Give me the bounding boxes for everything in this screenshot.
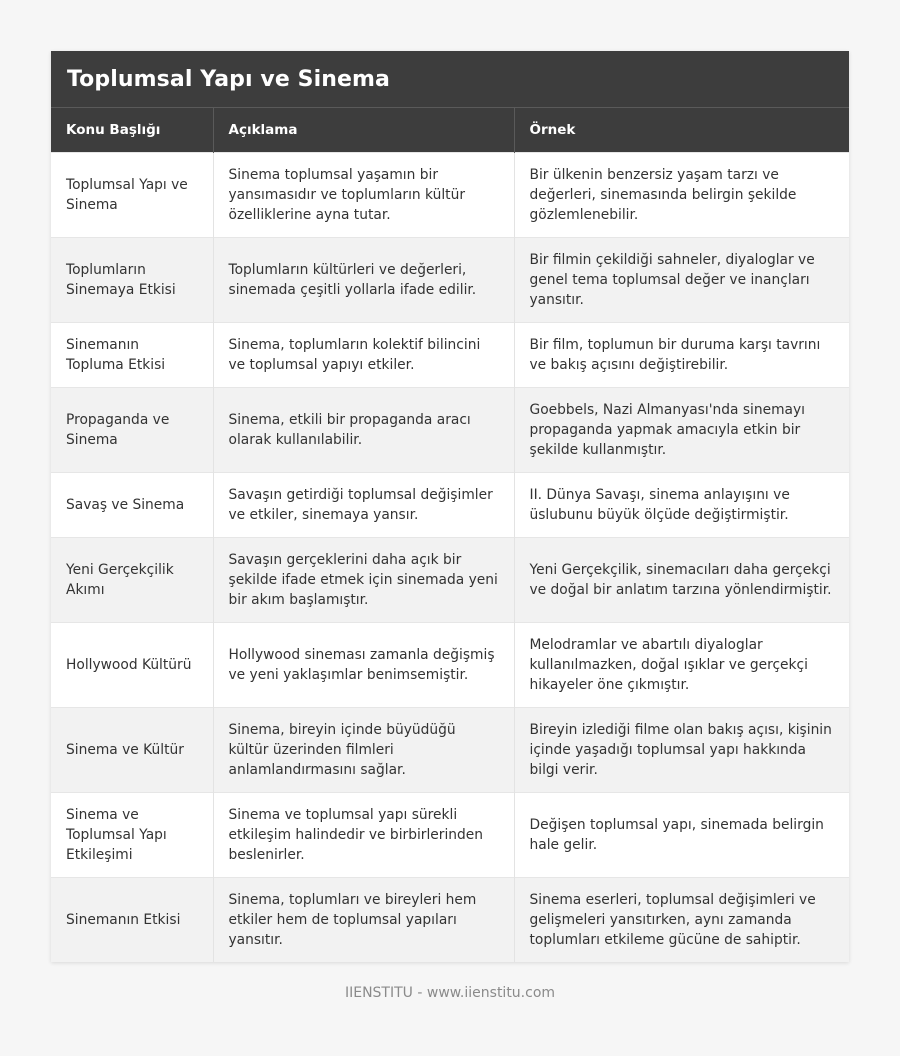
cell-topic: Sinema ve Kültür bbox=[51, 707, 213, 792]
table-header bbox=[51, 108, 849, 152]
table-row bbox=[51, 792, 849, 877]
cell-topic: Toplumların Sinemaya Etkisi bbox=[51, 237, 213, 322]
cell-example: Goebbels, Nazi Almanyası'nda sinemayı propaganda yapmak amacıyla etkin bir şekilde kullanmıştır. bbox=[514, 387, 849, 472]
cell-description: Sinema toplumsal yaşamın bir yansımasıdır ve toplumların kültür özelliklerine ayna tutar. bbox=[213, 152, 514, 237]
table-row bbox=[51, 322, 849, 387]
column-header-topic: Konu Başlığı bbox=[51, 108, 213, 152]
cell-topic: Propaganda ve Sinema bbox=[51, 387, 213, 472]
cell-topic: Sinemanın Etkisi bbox=[51, 877, 213, 962]
cell-example: Sinema eserleri, toplumsal değişimleri ve gelişmeleri yansıtırken, aynı zamanda toplumları etkileme gücüne de sahiptir. bbox=[514, 877, 849, 962]
page-title: Toplumsal Yapı ve Sinema bbox=[67, 66, 390, 92]
table-row bbox=[51, 707, 849, 792]
column-header-example: Örnek bbox=[514, 108, 849, 152]
cell-description: Savaşın getirdiği toplumsal değişimler ve etkiler, sinemaya yansır. bbox=[213, 472, 514, 537]
table-row bbox=[51, 877, 849, 962]
table-body bbox=[51, 152, 849, 962]
cell-example: Melodramlar ve abartılı diyaloglar kullanılmazken, doğal ışıklar ve gerçekçi hikayeler öne çıkmıştır. bbox=[514, 622, 849, 707]
table-row bbox=[51, 387, 849, 472]
cell-example: Bir film, toplumun bir duruma karşı tavrını ve bakış açısını değiştirebilir. bbox=[514, 322, 849, 387]
cell-description: Sinema, bireyin içinde büyüdüğü kültür üzerinden filmleri anlamlandırmasını sağlar. bbox=[213, 707, 514, 792]
cell-topic: Yeni Gerçekçilik Akımı bbox=[51, 537, 213, 622]
cell-description: Sinema, etkili bir propaganda aracı olarak kullanılabilir. bbox=[213, 387, 514, 472]
cell-topic: Sinemanın Topluma Etkisi bbox=[51, 322, 213, 387]
cell-topic: Hollywood Kültürü bbox=[51, 622, 213, 707]
cell-example: Bireyin izlediği filme olan bakış açısı, kişinin içinde yaşadığı toplumsal yapı hakkında bilgi verir. bbox=[514, 707, 849, 792]
cell-description: Savaşın gerçeklerini daha açık bir şekilde ifade etmek için sinemada yeni bir akım başlamıştır. bbox=[213, 537, 514, 622]
cell-example: Değişen toplumsal yapı, sinemada belirgin hale gelir. bbox=[514, 792, 849, 877]
data-table bbox=[51, 108, 849, 962]
table-row bbox=[51, 537, 849, 622]
header-row bbox=[51, 108, 849, 152]
cell-description: Sinema, toplumların kolektif bilincini ve toplumsal yapıyı etkiler. bbox=[213, 322, 514, 387]
cell-description: Sinema, toplumları ve bireyleri hem etkiler hem de toplumsal yapıları yansıtır. bbox=[213, 877, 514, 962]
cell-topic: Sinema ve Toplumsal Yapı Etkileşimi bbox=[51, 792, 213, 877]
column-header-description: Açıklama bbox=[213, 108, 514, 152]
cell-example: Bir filmin çekildiği sahneler, diyaloglar ve genel tema toplumsal değer ve inançları yansıtır. bbox=[514, 237, 849, 322]
table-row bbox=[51, 152, 849, 237]
table-row bbox=[51, 622, 849, 707]
cell-topic: Toplumsal Yapı ve Sinema bbox=[51, 152, 213, 237]
table-row bbox=[51, 472, 849, 537]
cell-example: Bir ülkenin benzersiz yaşam tarzı ve değerleri, sinemasında belirgin şekilde gözlemlenebilir. bbox=[514, 152, 849, 237]
cell-example: II. Dünya Savaşı, sinema anlayışını ve üslubunu büyük ölçüde değiştirmiştir. bbox=[514, 472, 849, 537]
table-row bbox=[51, 237, 849, 322]
table-card bbox=[51, 51, 849, 962]
cell-description: Hollywood sineması zamanla değişmiş ve yeni yaklaşımlar benimsemiştir. bbox=[213, 622, 514, 707]
cell-example: Yeni Gerçekçilik, sinemacıları daha gerçekçi ve doğal bir anlatım tarzına yönlendirmiştir. bbox=[514, 537, 849, 622]
title-bar bbox=[51, 51, 849, 108]
cell-description: Sinema ve toplumsal yapı sürekli etkileşim halindedir ve birbirlerinden beslenirler. bbox=[213, 792, 514, 877]
footer-credit: IIENSTITU - www.iienstitu.com bbox=[344, 985, 556, 1001]
cell-description: Toplumların kültürleri ve değerleri, sinemada çeşitli yollarla ifade edilir. bbox=[213, 237, 514, 322]
cell-topic: Savaş ve Sinema bbox=[51, 472, 213, 537]
